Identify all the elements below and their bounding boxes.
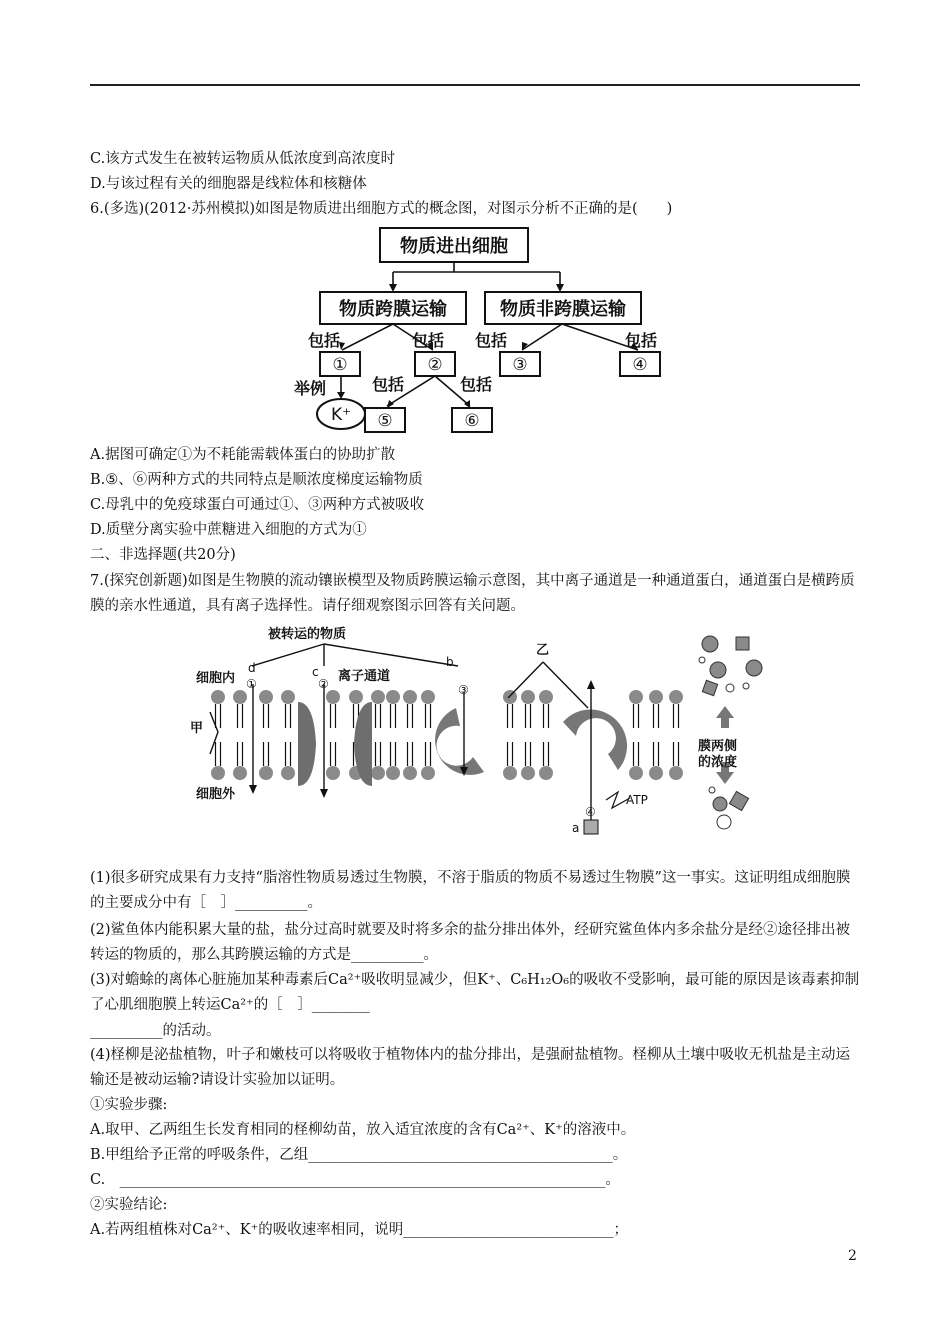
step-c: C. ___________________________________________________________________。 <box>90 1172 620 1188</box>
conc-label-2: 的浓度 <box>698 755 738 770</box>
include-label-6: 包括 <box>460 375 493 394</box>
page-number: 2 <box>848 1248 857 1264</box>
include-label-1: 包括 <box>308 331 341 350</box>
map-left-label: 物质跨膜运输 <box>339 299 447 320</box>
example-label: 举例 <box>294 379 327 398</box>
map-root-label: 物质进出细胞 <box>400 236 508 257</box>
q6-option-a: A.据图可确定①为不耗能需载体蛋白的协助扩散 <box>90 447 396 463</box>
part-3-tail: __________的活动。 <box>90 1023 221 1039</box>
atp-label: ATP <box>626 793 648 807</box>
q6-option-d: D.质壁分离实验中蔗糖进入细胞的方式为① <box>90 522 367 538</box>
ion-channel-label: 离子通道 <box>338 669 391 684</box>
header-rule <box>90 84 860 86</box>
path-1: ① <box>246 677 257 691</box>
concept-map-diagram <box>290 222 670 438</box>
substance-d: d <box>248 661 256 675</box>
path-2: ② <box>318 677 329 691</box>
include-label-5: 包括 <box>372 375 405 394</box>
part-4: (4)柽柳是泌盐植物，叶子和嫩枝可以将吸收于植物体内的盐分排出，是强耐盐植物。柽柳从土壤中吸收无机盐是主动运输还是被动运输?请设计实验加以证明。 <box>90 1047 851 1088</box>
steps-heading: ①实验步骤: <box>90 1097 168 1113</box>
map-node-5: ⑤ <box>377 411 393 431</box>
conclusion-a: A.若两组植株对Ca²⁺、K⁺的吸收速率相同，说明_____________________________； <box>90 1222 629 1238</box>
q5-option-c: C.该方式发生在被转运物质从低浓度到高浓度时 <box>90 151 396 167</box>
membrane-diagram <box>188 622 778 844</box>
yi-label: 乙 <box>536 643 550 658</box>
cell-outside-label: 细胞外 <box>196 787 236 802</box>
q6-option-b: B.⑤、⑥两种方式的共同特点是顺浓度梯度运输物质 <box>90 472 423 488</box>
jia-label: 甲 <box>190 721 204 736</box>
part-1: (1)很多研究成果有力支持“脂溶性物质易透过生物膜，不溶于脂质的物质不易透过生物膜”这一事实。这证明组成细胞膜的主要成分中有［ ］__________。 <box>90 870 851 911</box>
q6-option-c: C.母乳中的免疫球蛋白可通过①、③两种方式被吸收 <box>90 497 425 513</box>
map-node-2: ② <box>427 355 443 375</box>
part-3: (3)对蟾蜍的离体心脏施加某种毒素后Ca²⁺吸收明显减少，但K⁺、C₆H₁₂O₆的吸收不受影响，最可能的原因是该毒素抑制了心肌细胞膜上转运Ca²⁺的［ ］________ <box>90 972 860 1013</box>
question-6: 6.(多选)(2012·苏州模拟)如图是物质进出细胞方式的概念图，对图示分析不正确的是( ) <box>90 201 673 217</box>
question-7: 7.(探究创新题)如图是生物膜的流动镶嵌模型及物质跨膜运输示意图，其中离子通道是一种通道蛋白，通道蛋白是横跨质膜的亲水性通道，具有离子选择性。请仔细观察图示回答有关问题。 <box>90 573 855 614</box>
map-node-3: ③ <box>512 355 528 375</box>
transported-substance-label: 被转运的物质 <box>268 627 347 642</box>
q5-option-d: D.与该过程有关的细胞器是线粒体和核糖体 <box>90 176 367 192</box>
map-node-1: ① <box>332 355 348 375</box>
step-a: A.取甲、乙两组生长发育相同的柽柳幼苗，放入适宜浓度的含有Ca²⁺、K⁺的溶液中。 <box>90 1122 636 1138</box>
cell-inside-label: 细胞内 <box>196 671 236 686</box>
section-2-heading: 二、非选择题(共20分) <box>90 547 236 563</box>
map-right-label: 物质非跨膜运输 <box>500 299 626 320</box>
path-3: ③ <box>458 683 469 697</box>
conclusion-heading: ②实验结论: <box>90 1197 168 1213</box>
include-label-4: 包括 <box>625 331 658 350</box>
map-k-ion: K⁺ <box>330 405 352 425</box>
substance-a: a <box>572 821 580 835</box>
include-label-3: 包括 <box>475 331 508 350</box>
substance-c: c <box>312 665 319 679</box>
map-node-6: ⑥ <box>464 411 480 431</box>
map-node-4: ④ <box>632 355 648 375</box>
include-label-2: 包括 <box>412 331 445 350</box>
conc-label-1: 膜两侧 <box>698 739 738 754</box>
substance-b: b <box>446 655 454 669</box>
path-4: ④ <box>585 805 596 819</box>
step-b: B.甲组给予正常的呼吸条件，乙组__________________________________________。 <box>90 1147 628 1163</box>
part-2: (2)鲨鱼体内能积累大量的盐，盐分过高时就要及时将多余的盐分排出体外，经研究鲨鱼体内多余盐分是经②途径排出被转运的物质的，那么其跨膜运输的方式是__________。 <box>90 922 851 963</box>
